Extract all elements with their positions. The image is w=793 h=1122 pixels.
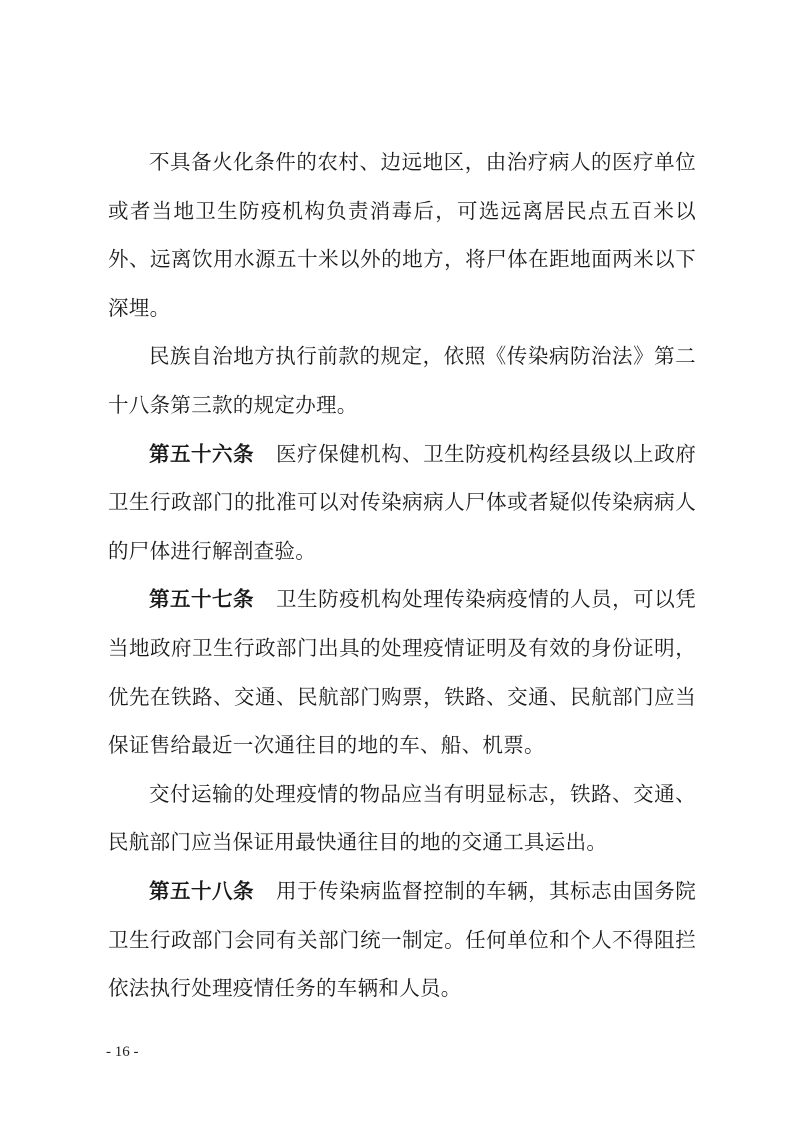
paragraph-text: 卫生防疫机构处理传染病疫情的人员，可以凭当地政府卫生行政部门出具的处理疫情证明及有效的身份证明，优先在铁路、交通、民航部门购票，铁路、交通、民航部门应当保证售给最近一次通往目的地的车、船、机票。 bbox=[108, 587, 697, 758]
article-heading: 第五十八条 bbox=[149, 878, 255, 903]
document-body bbox=[108, 138, 696, 1013]
paragraph-text: 医疗保健机构、卫生防疫机构经县级以上政府卫生行政部门的批准可以对传染病病人尸体或者疑似传染病病人的尸体进行解剖查验。 bbox=[108, 441, 697, 563]
article-57 bbox=[108, 575, 696, 769]
paragraph-text: 不具备火化条件的农村、边远地区，由治疗病人的医疗单位或者当地卫生防疫机构负责消毒后，可选远离居民点五百米以外、远离饮用水源五十米以外的地方，将尸体在距地面两米以下深埋。 bbox=[108, 150, 696, 320]
paragraph-cremation-rural bbox=[108, 138, 696, 332]
paragraph-text: 民族自治地方执行前款的规定，依照《传染病防治法》第二十八条第三款的规定办理。 bbox=[108, 344, 696, 417]
paragraph-text: 用于传染病监督控制的车辆，其标志由国务院卫生行政部门会同有关部门统一制定。任何单位和个人不得阻拦依法执行处理疫情任务的车辆和人员。 bbox=[108, 878, 697, 1001]
article-58 bbox=[108, 867, 696, 1013]
paragraph-text: 交付运输的处理疫情的物品应当有明显标志，铁路、交通、民航部门应当保证用最快通往目的地的交通工具运出。 bbox=[108, 781, 696, 855]
article-heading: 第五十六条 bbox=[149, 441, 255, 466]
article-56 bbox=[108, 430, 696, 576]
article-heading: 第五十七条 bbox=[149, 587, 255, 612]
paragraph-ethnic-autonomous bbox=[108, 332, 696, 429]
page-number: - 16 - bbox=[106, 1044, 139, 1060]
paragraph-transport-goods bbox=[108, 770, 696, 867]
